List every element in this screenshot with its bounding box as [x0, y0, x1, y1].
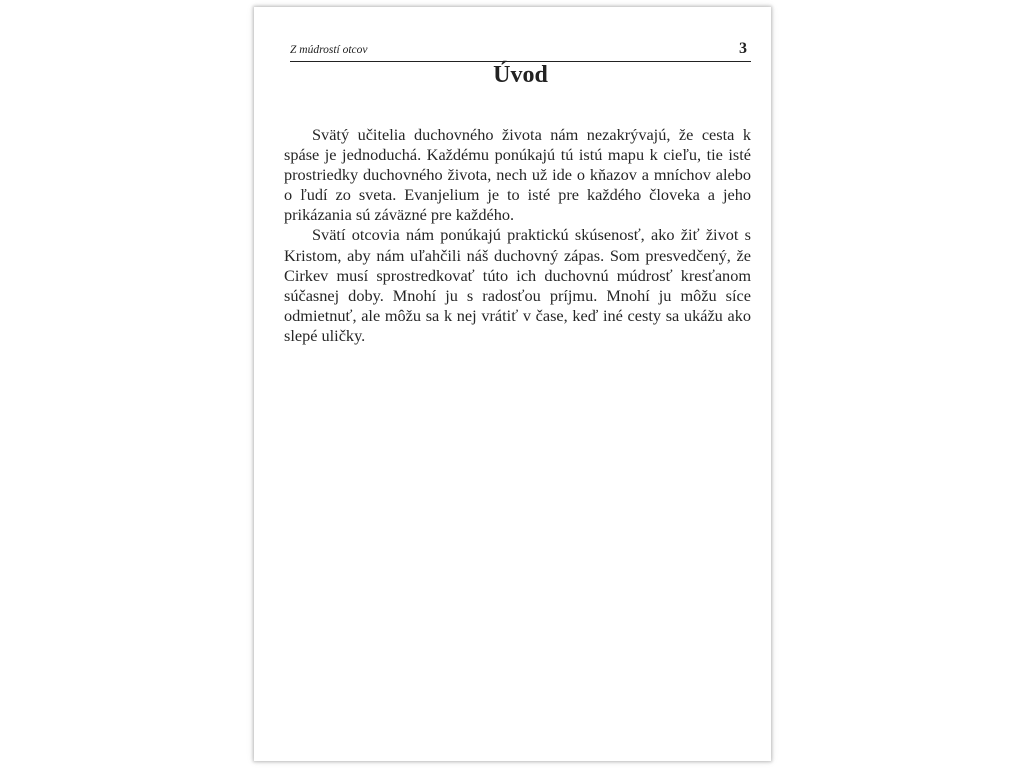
chapter-title: Úvod — [493, 62, 548, 88]
paragraph-1: Svätý učitelia duchovného života nám nezakrývajú, že cesta k spáse je jednoduchá. Každému ponúkajú tú istú mapu k cieľu, tie isté prostriedky duchovného života, nech už ide o kňazov a mníchov alebo o ľudí zo sveta. Evanjelium je to isté pre každého človeka a jeho prikázania sú záväzné pre každého. — [284, 125, 751, 225]
running-title: Z múdrostí otcov — [290, 44, 368, 56]
paragraph-2: Svätí otcovia nám ponúkajú praktickú skúsenosť, ako žiť život s Kristom, aby nám uľahčili náš duchovný zápas. Som presvedčený, že Cirkev musí sprostredkovať túto ich duchovnú múdrosť kresťanom súčasnej doby. Mnohí ju s radosťou príjmu. Mnohí ju môžu síce odmietnuť, ale môžu sa k nej vrátiť v čase, keď iné cesty sa ukážu ako slepé uličky. — [284, 225, 751, 345]
body-text — [284, 125, 751, 346]
document-page — [254, 7, 771, 761]
page-number: 3 — [739, 40, 747, 57]
running-header — [290, 41, 751, 62]
